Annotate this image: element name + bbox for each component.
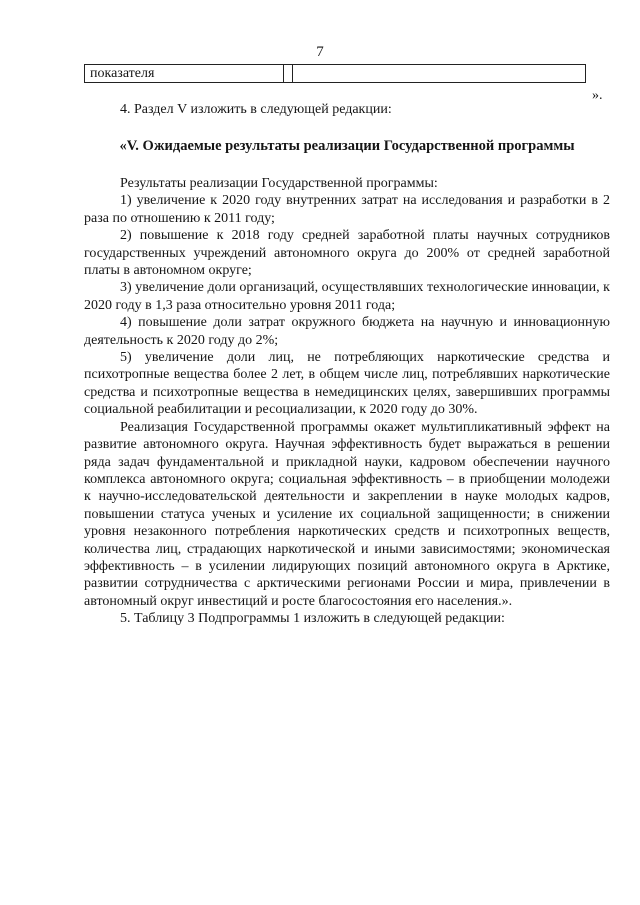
paragraph: 4. Раздел V изложить в следующей редакции: (120, 102, 392, 117)
result-item-1: 1) увеличение к 2020 году внутренних затрат на исследования и разработки в 2 раза по отношению к 2011 году; (84, 193, 610, 226)
table-cell: показателя (85, 65, 284, 82)
table-fragment (84, 64, 586, 83)
amendment-item-5: 5. Таблицу 3 Подпрограммы 1 изложить в следующей редакции: (120, 611, 505, 627)
result-item-4: 4) повышение доли затрат окружного бюджета на научную и инновационную деятельность к 2020 году до 2%; (84, 315, 610, 348)
result-item-3: 3) увеличение доли организаций, осуществлявших технологические инновации, к 2020 году в 1,3 раза относительно уровня 2011 года; (84, 280, 610, 313)
amendment-item-4 (84, 101, 610, 118)
closing-quote: ». (592, 88, 603, 103)
page-number: 7 (316, 44, 324, 60)
table-cell-empty (284, 65, 293, 82)
results-block (84, 175, 610, 628)
effects-paragraph: Реализация Государственной программы окажет мультипликативный эффект на развитие автономного округа. Научная эффективность будет выражаться в решении ряда задач фундаментальной и прикладной науки, кадровом обеспечении научного комплекса автономного округа; социальная эффективность – в приобщении молодежи к научно-исследовательской деятельности и закреплении в науке молодых кадров, повышении статуса ученых и усиление их социальной защищенности; в снижении уровня незаконного потребления наркотических средств и психотропных веществ, количества лиц, страдающих наркотической и иными зависимостями; экономическая эффективность – в усилении лидирующих позиций автономного округа в Арктике, развитии сотрудничества с арктическими регионами России и мира, привлечении в автономный округ инвестиций и росте благосостояния его населения.». (84, 419, 610, 609)
results-intro: Результаты реализации Государственной программы: (120, 176, 438, 191)
section-heading: «V. Ожидаемые результаты реализации Государственной программы (119, 138, 575, 154)
result-item-2: 2) повышение к 2018 году средней заработной платы научных сотрудников государственных учреждений автономного округа до 200% от средней заработной платы в автономном округе; (84, 228, 610, 279)
result-item-5: 5) увеличение доли лиц, не потребляющих наркотические средства и психотропные вещества более 2 лет, в общем числе лиц, потреблявших наркотические средства и психотропные вещества в немедицинских целях, завершивших программы социальной реабилитации и ресоциализации, к 2020 году до 30%. (84, 350, 610, 418)
